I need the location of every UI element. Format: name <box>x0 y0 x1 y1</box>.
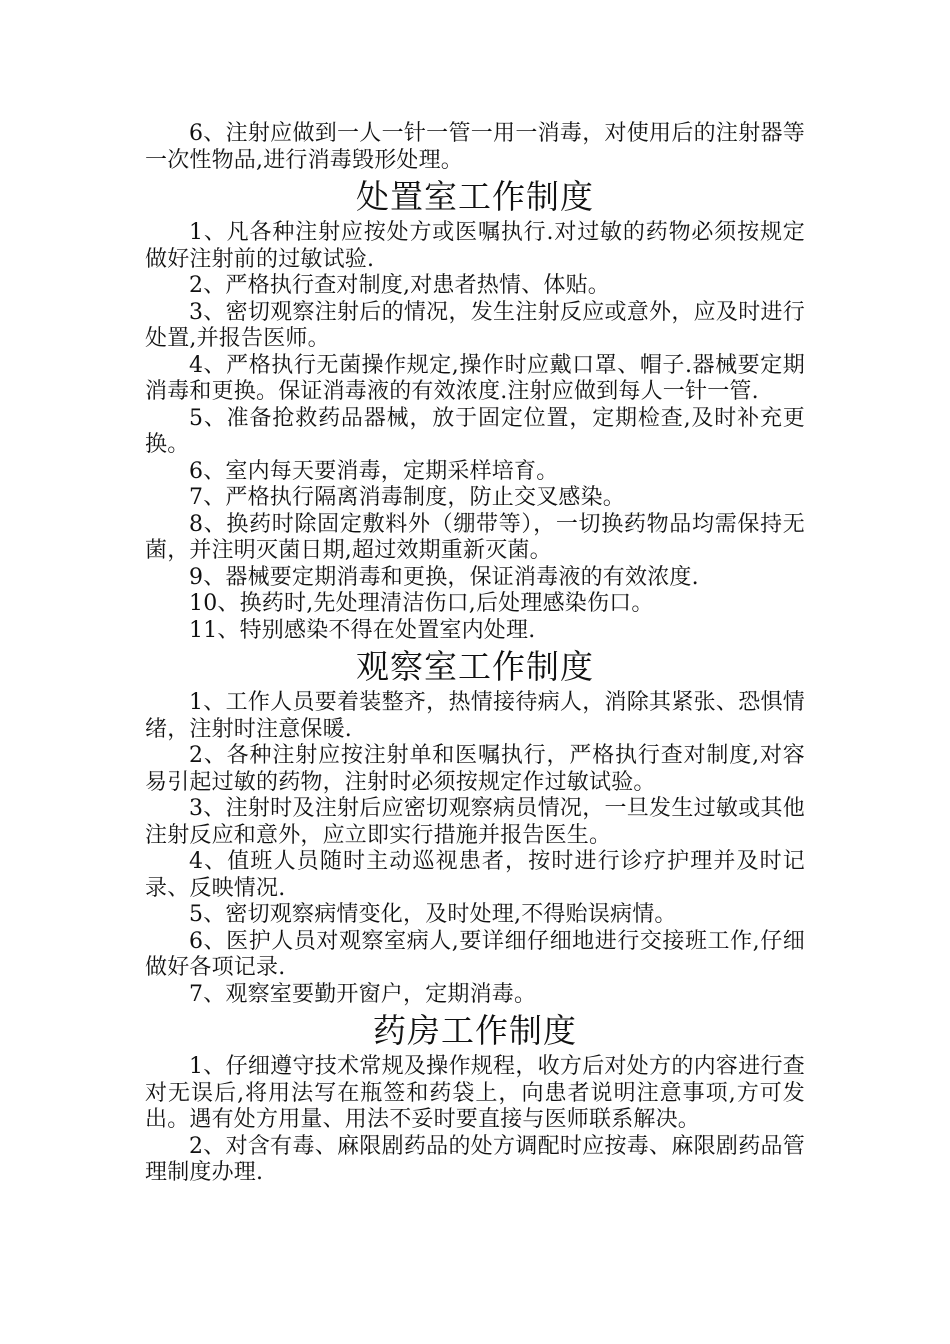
paragraph: 1、仔细遵守技术常规及操作规程，收方后对处方的内容进行查对无误后,将用法写在瓶签和药袋上，向患者说明注意事项,方可发出。遇有处方用量、用法不妥时要直接与医师联系解决。 <box>145 1054 805 1132</box>
section-treatment-room <box>145 174 805 644</box>
document-body <box>145 121 805 1187</box>
section-title-observation-room: 观察室工作制度 <box>356 647 594 686</box>
paragraph: 5、密切观察病情变化，及时处理,不得贻误病情。 <box>189 902 677 927</box>
paragraph: 9、器械要定期消毒和更换，保证消毒液的有效浓度. <box>189 564 699 590</box>
paragraph: 6、医护人员对观察室病人,要详细仔细地进行交接班工作,仔细做好各项记录. <box>145 928 805 980</box>
section-pharmacy <box>145 1008 805 1187</box>
paragraph: 7、观察室要勤开窗户，定期消毒。 <box>189 981 537 1007</box>
paragraph: 6、室内每天要消毒，定期采样培育。 <box>189 458 559 484</box>
paragraph: 2、严格执行查对制度,对患者热情、体贴。 <box>189 273 610 298</box>
section-injection-continued <box>145 121 805 174</box>
paragraph: 4、严格执行无菌操作规定,操作时应戴口罩、帽子.器械要定期消毒和更换。保证消毒液的有效浓度.注射应做到每人一针一管. <box>145 352 805 404</box>
section-observation-room <box>145 644 805 1008</box>
paragraph: 10、换药时,先处理清洁伤口,后处理感染伤口。 <box>189 591 654 616</box>
paragraph: 7、严格执行隔离消毒制度，防止交叉感染。 <box>189 485 625 510</box>
paragraph: 8、换药时除固定敷料外（绷带等），一切换药物品均需保持无菌，并注明灭菌日期,超过效期重新灭菌。 <box>145 511 805 563</box>
paragraph: 2、对含有毒、麻限剧药品的处方调配时应按毒、麻限剧药品管理制度办理. <box>145 1133 805 1185</box>
paragraph: 6、注射应做到一人一针一管一用一消毒，对使用后的注射器等一次性物品,进行消毒毁形处理。 <box>145 121 805 173</box>
paragraph: 2、各种注射应按注射单和医嘱执行，严格执行查对制度,对容易引起过敏的药物，注射时必须按规定作过敏试验。 <box>145 743 805 795</box>
paragraph: 11、特别感染不得在处置室内处理. <box>189 617 536 643</box>
paragraph: 3、密切观察注射后的情况，发生注射反应或意外，应及时进行处置,并报告医师。 <box>145 299 805 351</box>
section-title-pharmacy: 药房工作制度 <box>373 1011 577 1050</box>
paragraph: 1、凡各种注射应按处方或医嘱执行.对过敏的药物必须按规定做好注射前的过敏试验. <box>145 220 805 272</box>
paragraph: 5、准备抢救药品器械，放于固定位置，定期检查,及时补充更换。 <box>145 405 805 457</box>
paragraph: 1、工作人员要着装整齐，热情接待病人，消除其紧张、恐惧情绪，注射时注意保暖. <box>145 690 805 742</box>
section-title-treatment-room: 处置室工作制度 <box>356 177 594 216</box>
paragraph: 4、值班人员随时主动巡视患者，按时进行诊疗护理并及时记录、反映情况. <box>145 849 805 901</box>
paragraph: 3、注射时及注射后应密切观察病员情况，一旦发生过敏或其他注射反应和意外，应立即实行措施并报告医生。 <box>145 796 805 848</box>
